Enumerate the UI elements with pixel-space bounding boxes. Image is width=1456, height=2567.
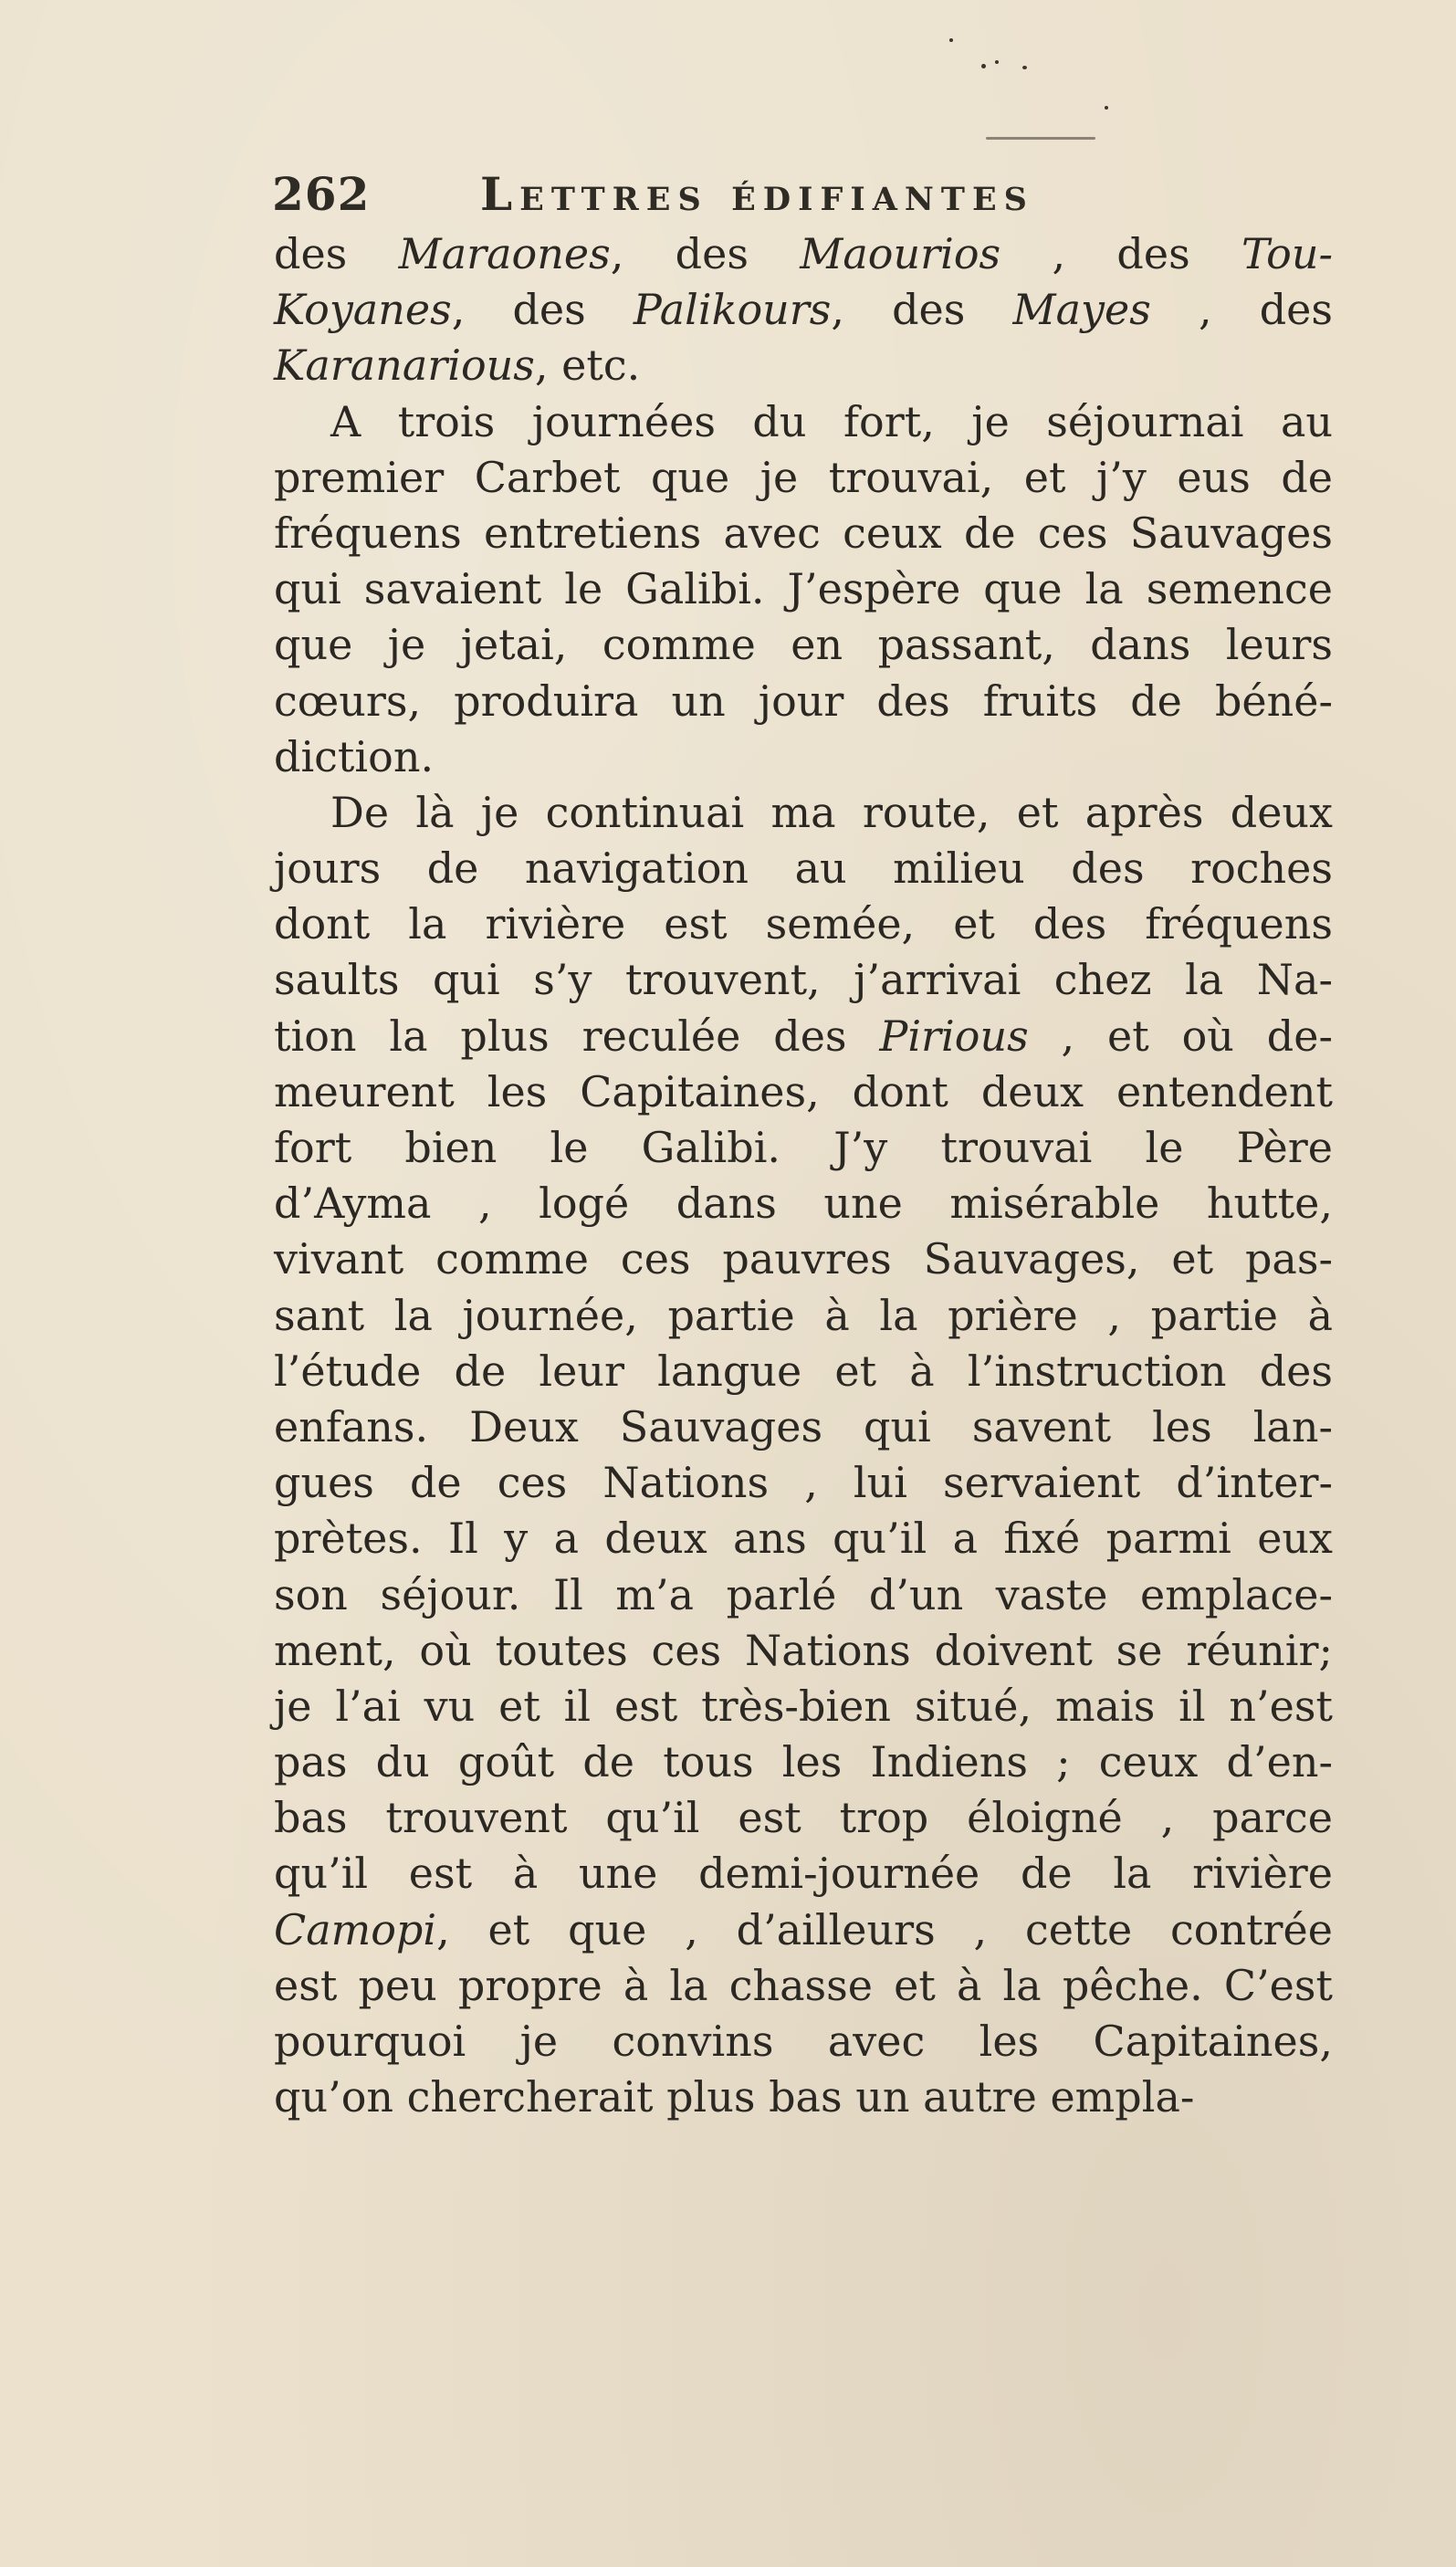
- italic-proper-noun: Maourios: [800, 229, 1001, 278]
- text-segment: , des: [1150, 285, 1333, 335]
- text-segment: l’étude de leur langue et à l’instruction des: [274, 1346, 1333, 1396]
- text-line: [274, 506, 1333, 561]
- text-segment: , etc.: [534, 341, 641, 391]
- italic-proper-noun: Mayes: [1012, 285, 1151, 335]
- text-segment: fréquens entretiens avec ceux de ces Sauvages: [274, 508, 1333, 558]
- text-segment: d’Ayma , logé dans une misérable hutte,: [274, 1179, 1333, 1229]
- ink-speck: [949, 38, 953, 42]
- text-line: [274, 1176, 1333, 1231]
- text-line: [274, 2014, 1333, 2069]
- body-text: [274, 226, 1333, 2125]
- text-line: [274, 785, 1333, 841]
- text-segment: saults qui s’y trouvent, j’arrivai chez la Na-: [274, 955, 1333, 1005]
- text-segment: tion la plus reculée des: [274, 1011, 880, 1061]
- text-segment: fort bien le Galibi. J’y trouvai le Père: [274, 1123, 1333, 1172]
- text-line: [274, 1790, 1333, 1846]
- text-segment: qu’il est à une demi-journée de la rivière: [274, 1849, 1333, 1899]
- text-segment: je l’ai vu et il est très-bien situé, mais il n’est: [274, 1681, 1333, 1731]
- italic-proper-noun: Pirious: [879, 1011, 1029, 1061]
- italic-proper-noun: Camopi: [274, 1904, 437, 1954]
- ink-speck: [1022, 66, 1027, 69]
- text-line: [274, 1231, 1333, 1287]
- text-line: [274, 1288, 1333, 1344]
- text-segment: qui savaient le Galibi. J’espère que la semence: [274, 564, 1333, 614]
- italic-proper-noun: Palikours: [633, 285, 832, 335]
- text-line: [274, 1623, 1333, 1679]
- text-line: [274, 1399, 1333, 1455]
- text-line: [274, 729, 1333, 785]
- text-line: [274, 1902, 1333, 1958]
- text-segment: diction.: [274, 731, 435, 781]
- text-line: [274, 1064, 1333, 1120]
- text-line: [274, 2069, 1333, 2125]
- text-segment: pas du goût de tous les Indiens ; ceux d’en-: [274, 1737, 1333, 1787]
- text-segment: ment, où toutes ces Nations doivent se réunir;: [274, 1625, 1333, 1675]
- text-segment: prètes. Il y a deux ans qu’il a fixé parmi eux: [274, 1514, 1333, 1564]
- text-line: [274, 1958, 1333, 2014]
- text-segment: meurent les Capitaines, dont deux entendent: [274, 1066, 1333, 1116]
- text-segment: jours de navigation au milieu des roches: [274, 843, 1333, 894]
- text-segment: A trois journées du fort, je séjournai au: [330, 396, 1333, 446]
- text-line: [274, 896, 1333, 952]
- text-line: [274, 226, 1333, 282]
- italic-proper-noun: Tou-: [1241, 229, 1333, 278]
- text-line: [274, 1679, 1333, 1734]
- text-line: [274, 1846, 1333, 1902]
- italic-proper-noun: Maraones: [398, 229, 611, 278]
- text-segment: que je jetai, comme en passant, dans leurs: [274, 620, 1333, 670]
- text-segment: enfans. Deux Sauvages qui savent les lan-: [274, 1401, 1333, 1451]
- text-segment: son séjour. Il m’a parlé d’un vaste emplace-: [274, 1569, 1333, 1619]
- text-line: [274, 1567, 1333, 1623]
- text-line: [274, 1120, 1333, 1176]
- text-segment: bas trouvent qu’il est trop éloigné , parce: [274, 1793, 1333, 1843]
- italic-proper-noun: Koyanes: [274, 285, 452, 335]
- text-line: [274, 841, 1333, 896]
- text-segment: premier Carbet que je trouvai, et j’y eus de: [274, 452, 1333, 502]
- text-line: [274, 1009, 1333, 1064]
- ink-speck: [981, 64, 986, 68]
- text-segment: , des: [610, 229, 801, 278]
- text-segment: , et où de-: [1028, 1011, 1333, 1061]
- text-line: [274, 394, 1333, 450]
- text-line: [274, 1455, 1333, 1511]
- text-line: [274, 674, 1333, 729]
- text-line: [274, 617, 1333, 673]
- ink-speck: [995, 60, 999, 64]
- page-number: 262: [272, 167, 371, 221]
- text-line: [274, 1344, 1333, 1399]
- text-segment: cœurs, produira un jour des fruits de béné-: [274, 676, 1333, 726]
- text-line: [274, 282, 1333, 338]
- text-line: [274, 1734, 1333, 1790]
- text-line: [274, 561, 1333, 617]
- text-line: [274, 1511, 1333, 1566]
- text-line: [274, 450, 1333, 506]
- text-segment: dont la rivière est semée, et des fréquens: [274, 899, 1333, 949]
- ink-speck: [1105, 106, 1108, 110]
- text-segment: est peu propre à la chasse et à la pêche. C’est: [274, 1960, 1333, 2010]
- text-segment: vivant comme ces pauvres Sauvages, et pas-: [274, 1234, 1333, 1284]
- page-header: [272, 167, 1185, 231]
- text-line: [274, 952, 1333, 1008]
- ink-speck: [986, 137, 1095, 140]
- italic-proper-noun: Karanarious: [274, 341, 535, 391]
- text-segment: sant la journée, partie à la prière , partie à: [274, 1290, 1333, 1340]
- text-segment: De là je continuai ma route, et après deux: [330, 787, 1333, 837]
- text-segment: qu’on chercherait plus bas un autre empla-: [274, 2072, 1195, 2122]
- text-segment: pourquoi je convins avec les Capitaines,: [274, 2017, 1333, 2066]
- text-segment: , des: [831, 285, 1013, 335]
- text-segment: , des: [451, 285, 634, 335]
- text-segment: gues de ces Nations , lui servaient d’inter-: [274, 1458, 1333, 1508]
- text-line: [274, 338, 1333, 393]
- text-segment: , des: [1000, 229, 1242, 278]
- text-segment: des: [274, 229, 399, 278]
- running-title: Lettres édifiantes: [480, 167, 1034, 221]
- text-segment: , et que , d’ailleurs , cette contrée: [436, 1904, 1333, 1954]
